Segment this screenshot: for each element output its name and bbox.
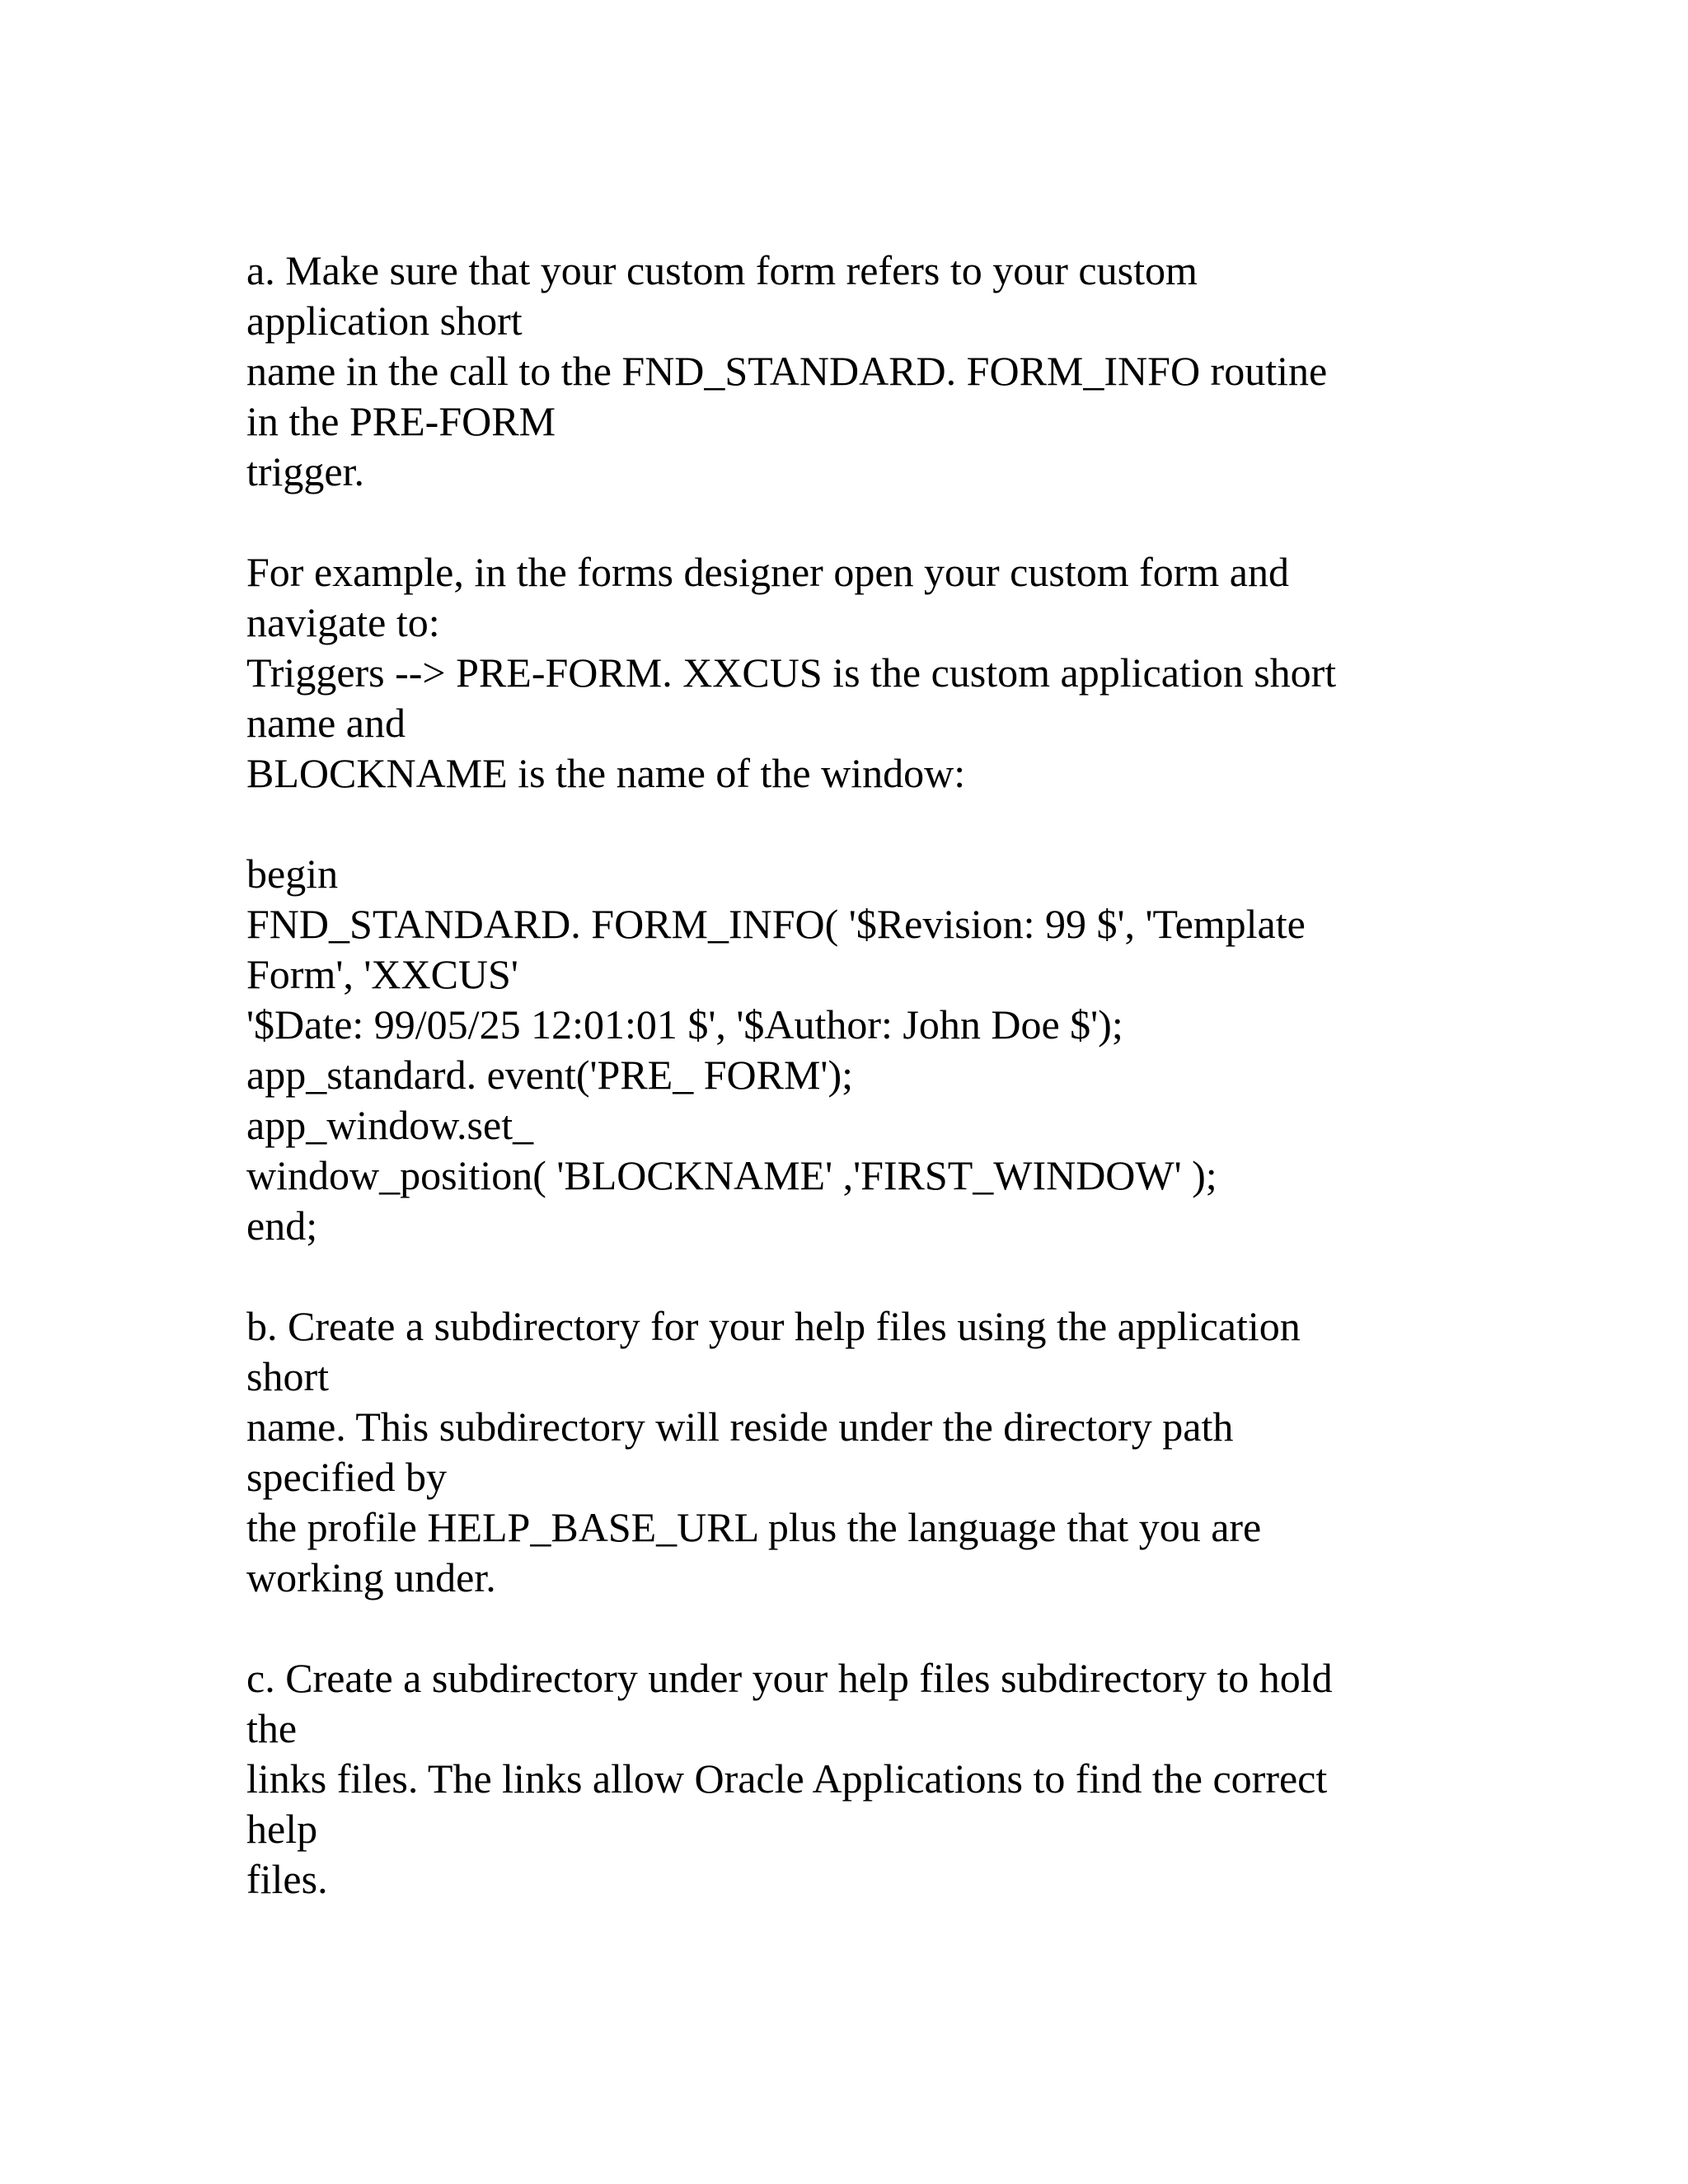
text-line: Triggers --> PRE-FORM. XXCUS is the custom application short	[246, 649, 1337, 696]
code-line: FND_STANDARD. FORM_INFO( '$Revision: 99 $', 'Template	[246, 901, 1306, 947]
paragraph-step-a	[246, 246, 1450, 497]
paragraph-spacer	[246, 497, 1450, 547]
text-line: the profile HELP_BASE_URL plus the language that you are	[246, 1504, 1262, 1550]
text-line: b. Create a subdirectory for your help files using the application	[246, 1303, 1301, 1349]
text-line: For example, in the forms designer open your custom form and	[246, 549, 1289, 595]
code-line: app_standard. event('PRE_ FORM');	[246, 1052, 853, 1098]
code-line: window_position( 'BLOCKNAME' ,'FIRST_WINDOW' );	[246, 1152, 1217, 1198]
text-line: name and	[246, 700, 406, 746]
text-line: trigger.	[246, 448, 365, 494]
paragraph-step-b	[246, 1301, 1450, 1603]
text-line: links files. The links allow Oracle Applications to find the correct	[246, 1755, 1328, 1802]
paragraph-spacer	[246, 1603, 1450, 1653]
paragraph-spacer	[246, 799, 1450, 849]
text-line: navigate to:	[246, 599, 440, 645]
text-line: c. Create a subdirectory under your help files subdirectory to hold	[246, 1655, 1333, 1701]
paragraph-spacer	[246, 1251, 1450, 1301]
code-line: begin	[246, 851, 339, 897]
paragraph-step-c	[246, 1653, 1450, 1905]
text-line: working under.	[246, 1554, 496, 1601]
paragraph-example	[246, 547, 1450, 799]
text-line: short	[246, 1353, 329, 1399]
text-line: application short	[246, 298, 523, 344]
text-line: BLOCKNAME is the name of the window:	[246, 750, 966, 796]
document-body	[246, 246, 1450, 1905]
code-line: '$Date: 99/05/25 12:01:01 $', '$Author: John Doe $');	[246, 1001, 1123, 1047]
code-block	[246, 849, 1450, 1251]
text-line: help	[246, 1806, 318, 1852]
text-line: name in the call to the FND_STANDARD. FORM_INFO routine	[246, 348, 1328, 394]
code-line: end;	[246, 1202, 318, 1249]
text-line: the	[246, 1705, 298, 1751]
code-line: Form', 'XXCUS'	[246, 951, 518, 997]
text-line: a. Make sure that your custom form refers to your custom	[246, 247, 1198, 293]
code-line: app_window.set_	[246, 1102, 534, 1148]
text-line: in the PRE-FORM	[246, 398, 556, 444]
text-line: files.	[246, 1856, 328, 1902]
text-line: specified by	[246, 1454, 447, 1500]
text-line: name. This subdirectory will reside under the directory path	[246, 1404, 1234, 1450]
